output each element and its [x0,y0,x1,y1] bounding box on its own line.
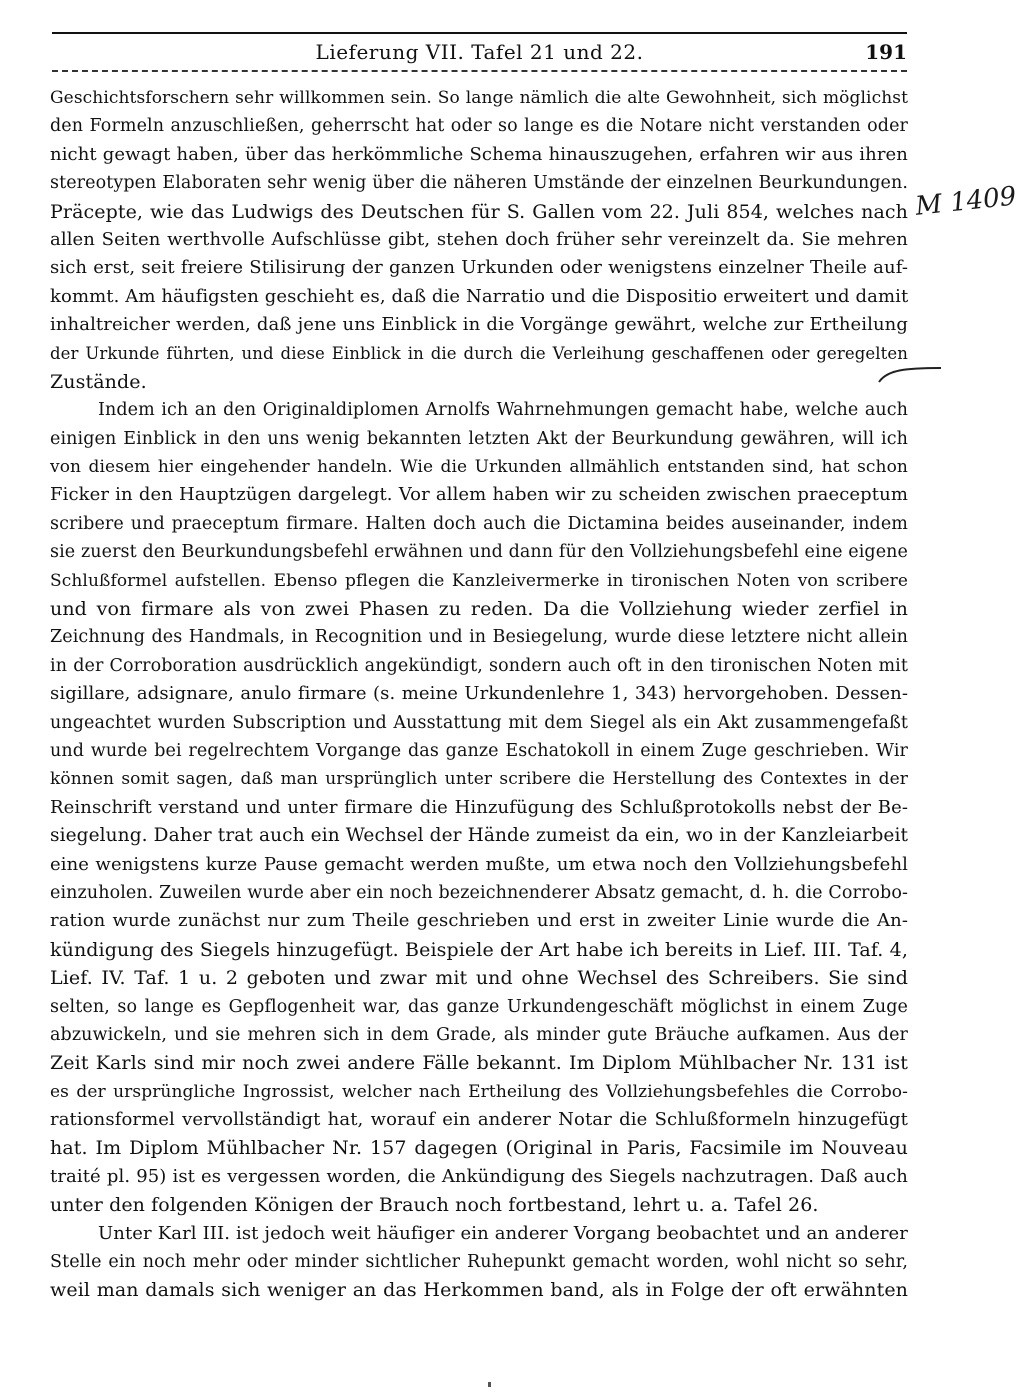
running-header [52,38,907,66]
text-line: hat. Im Diplom Mühlbacher Nr. 157 dagegen (Original in Paris, Facsimile im Nouveau [50,1137,908,1160]
text-line: kommt. Am häufigsten geschieht es, daß die Narratio und die Dispositio erweitert und damit [50,285,909,307]
text-line: stereotypen Elaboraten sehr wenig über die näheren Umstände der einzelnen Beurkundungen. [50,173,908,194]
text-line: nicht gewagt haben, über das herkömmliche Schema hinauszugehen, erfahren wir aus ihren [50,143,908,165]
text-line: siegelung. Daher trat auch ein Wechsel der Hände zumeist da ein, wo in der Kanzleiarbeit [50,825,908,847]
text-line: Unter Karl III. ist jedoch weit häufiger ein anderer Vorgang beobachtet und an anderer [98,1222,908,1244]
header-title: Lieferung VII. Tafel 21 und 22. [315,40,644,64]
text-line: es der ursprüngliche Ingrossist, welcher nach Ertheilung des Vollziehungsbefehles die Corrobo- [50,1081,908,1102]
header-rule-top [52,32,907,34]
text-line: Stelle ein noch mehr oder minder sichtlicher Ruhepunkt gemacht worden, wohl nicht so sehr, [50,1252,908,1273]
text-line: einzuholen. Zuweilen wurde aber ein noch bezeichnenderer Absatz gemacht, d. h. die Corrobo- [50,882,908,903]
text-line: Zustände. [50,370,147,393]
text-line: Präcepte, wie das Ludwigs des Deutschen für S. Gallen vom 22. Juli 854, welches nach [50,200,908,223]
text-line: Ficker in den Hauptzügen dargelegt. Vor allem haben wir zu scheiden zwischen praeceptum [50,484,908,506]
text-line: abzuwickeln, und sie mehren sich in dem Grade, als minder gute Bräuche aufkamen. Aus der [50,1024,908,1045]
text-line: Schlußformel aufstellen. Ebenso pflegen die Kanzleivermerke in tironischen Noten von scribere [50,570,908,591]
handwritten-margin-note: M 1409 [914,181,1018,222]
text-line: und wurde bei regelrechtem Vorgange das ganze Eschatokoll in einem Zuge geschrieben. Wir [50,740,908,761]
text-body [50,84,908,1305]
text-line: selten, so lange es Gepflogenheit war, das ganze Urkundengeschäft möglichst in einem Zuge [50,996,908,1017]
text-line: inhaltreicher werden, daß jene uns Einblick in die Vorgänge gewährt, welche zur Ertheilung [50,314,908,336]
text-line: weil man damals sich weniger an das Herkommen band, als in Folge der oft erwähnten [50,1279,908,1302]
text-line: eine wenigstens kurze Pause gemacht werden mußte, um etwa noch den Vollziehungsbefehl [50,853,908,875]
text-line: Geschichtsforschern sehr willkommen sein. So lange nämlich die alte Gewohnheit, sich möglichst [50,88,908,108]
text-line: können somit sagen, daß man ursprünglich unter scribere die Herstellung des Contextes in der [50,769,908,790]
text-line: sigillare, adsignare, anulo firmare (s. meine Urkundenlehre 1, 343) hervorgehoben. Dessen- [50,683,908,705]
text-line: Indem ich an den Originaldiplomen Arnolfs Wahrnehmungen gemacht habe, welche auch [98,400,908,421]
text-line: sich erst, seit freiere Stilisirung der ganzen Urkunden oder wenigstens einzelner Theile auf- [50,257,908,279]
text-line: unter den folgenden Königen der Brauch noch fortbestand, lehrt u. a. Tafel 26. [50,1194,819,1217]
page-speck [488,1382,491,1387]
text-line: allen Seiten werthvolle Aufschlüsse gibt, stehen doch früher sehr vereinzelt da. Sie mehren [50,228,908,250]
text-line: rationsformel vervollständigt hat, worauf ein anderer Notar die Schlußformeln hinzugefügt [50,1109,908,1131]
text-line: Lief. IV. Taf. 1 u. 2 geboten und zwar mit und ohne Wechsel des Schreibers. Sie sind [50,967,908,990]
text-line: ration wurde zunächst nur zum Theile geschrieben und erst in zweiter Linie wurde die An- [50,910,908,932]
text-line: in der Corroboration ausdrücklich angekündigt, sondern auch oft in den tironischen Noten mit [50,655,908,676]
text-line: Zeichnung des Handmals, in Recognition und in Besiegelung, wurde diese letztere nicht allein [50,627,908,648]
text-line: von diesem hier eingehender handeln. Wie die Urkunden allmählich entstanden sind, hat schon [50,457,908,478]
text-line: sie zuerst den Beurkundungsbefehl erwähnen und dann für den Vollziehungsbefehl eine eigene [50,542,908,563]
text-line: Reinschrift verstand und unter firmare die Hinzufügung des Schlußprotokolls nebst der Be- [50,796,908,818]
text-line: einigen Einblick in den uns wenig bekannten letzten Akt der Beurkundung gewähren, will ich [50,428,908,449]
text-line: Zeit Karls sind mir noch zwei andere Fälle bekannt. Im Diplom Mühlbacher Nr. 131 ist [50,1052,908,1075]
header-rule-bottom [52,70,907,72]
text-line: und von firmare als von zwei Phasen zu reden. Da die Vollziehung wieder zerfiel in [50,598,908,621]
text-line: kündigung des Siegels hinzugefügt. Beispiele der Art habe ich bereits in Lief. III. Taf. 4, [50,938,908,961]
text-line: der Urkunde führten, und diese Einblick in die durch die Verleihung geschaffenen oder geregelten [50,343,908,363]
text-line: ungeachtet wurden Subscription und Ausstattung mit dem Siegel als ein Akt zusammengefaßt [50,712,908,733]
text-line: scribere und praeceptum firmare. Halten doch auch die Dictamina beides auseinander, indem [50,513,908,534]
text-line: traité pl. 95) ist es vergessen worden, die Ankündigung des Siegels nachzutragen. Daß auch [50,1165,908,1187]
text-line: den Formeln anzuschließen, geherrscht hat oder so lange es die Notare nicht verstanden oder [50,116,908,137]
page-number: 191 [865,40,907,64]
